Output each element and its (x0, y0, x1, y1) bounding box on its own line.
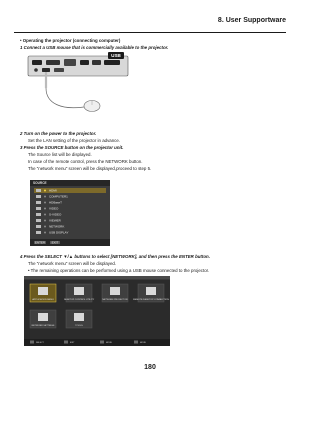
source-item-icon (36, 195, 41, 198)
source-footer-exit: EXIT (51, 240, 59, 245)
source-item-icon (36, 225, 41, 228)
network-footer-label: MOVE (106, 342, 112, 344)
chapter-header (14, 14, 286, 33)
port-1 (32, 60, 42, 65)
step-2-note: Set the LAN setting of the projector in advance. (28, 138, 121, 143)
source-item-icon (36, 207, 41, 210)
network-footer-key-icon (64, 341, 68, 344)
step-4-bullet: • The remaining operations can be performed using a USB mouse connected to the projector. (28, 268, 210, 273)
network-menu-tile-label: TOOLS (75, 325, 83, 327)
port-2 (46, 60, 60, 65)
network-menu-footer (24, 339, 170, 346)
network-menu-tile-icon (38, 287, 48, 295)
network-footer-label: SELECT (36, 342, 44, 344)
mouse-cable (46, 88, 84, 108)
network-footer-label: MOVE (140, 342, 146, 344)
source-item-icon (36, 189, 41, 192)
network-footer-key-icon (30, 341, 34, 344)
source-item-label[interactable]: VIEWER (49, 218, 61, 223)
step-2: 2 Turn on the power to the projector. (20, 131, 97, 136)
usb-mouse-illustration (22, 52, 132, 122)
network-menu-tile-label: NETWORK SETTINGS (31, 325, 55, 327)
source-item-label[interactable]: NETWORK (49, 224, 65, 229)
source-list-title: SOURCE (33, 181, 47, 186)
network-menu-screenshot (24, 276, 170, 346)
source-footer-enter: ENTER (34, 240, 46, 245)
source-item-indicator (44, 208, 46, 210)
port-6 (104, 60, 120, 65)
step-3-line-1: The Source list will be displayed. (28, 152, 92, 157)
source-item-label[interactable]: HDMI (49, 188, 57, 193)
network-menu-tile-icon (74, 313, 84, 321)
step-1: 1 Connect a USB mouse that is commercially available to the projector. (20, 45, 169, 50)
network-footer-key-icon (134, 341, 138, 344)
network-menu-tile-label: REMOTE DESKTOP CONNECTION (133, 299, 169, 301)
source-item-label[interactable]: HDBaseT (49, 200, 63, 205)
source-item-icon (36, 219, 41, 222)
chapter-title: 8. User Supportware (217, 17, 286, 24)
source-item-label[interactable]: USB DISPLAY (49, 230, 69, 235)
step-4: 4 Press the SELECT ▼/▲ buttons to select [NETWORK], and then press the ENTER button. (20, 254, 210, 259)
port-lan (54, 68, 64, 72)
port-usb (42, 68, 50, 72)
step-3-line-2: In case of the remote control, press the NETWORK button. (28, 159, 143, 164)
network-footer-key-icon (100, 341, 104, 344)
network-menu-tile-label: APPLICATION MENU (32, 299, 54, 301)
port-5 (92, 60, 101, 65)
source-item-indicator (44, 190, 46, 192)
source-item-label[interactable]: COMPUTER1 (49, 194, 68, 199)
source-item-indicator (44, 214, 46, 216)
source-item-label[interactable]: S-VIDEO (49, 212, 62, 217)
section-bullet: • Operating the projector (connecting computer) (20, 38, 121, 43)
step-3: 3 Press the SOURCE button on the projector unit. (20, 145, 124, 150)
network-menu-top-bar (24, 276, 170, 280)
port-audio (34, 68, 38, 72)
source-item-icon (36, 201, 41, 204)
source-item-label[interactable]: VIDEO (49, 206, 59, 211)
page-number: 180 (144, 364, 156, 371)
network-menu-tile-icon (38, 313, 48, 321)
network-footer-label: EXIT (70, 342, 75, 344)
source-item-icon (36, 231, 41, 234)
network-menu-tile-label: NETWORK PROJECTOR (102, 299, 128, 301)
source-list-screenshot (30, 180, 110, 246)
port-4 (80, 60, 89, 65)
step-4-line-1: The “network menu” screen will be displayed. (28, 261, 117, 266)
network-menu-tile-icon (110, 287, 120, 295)
step-3-line-3: The “network menu” screen will be displayed,proceed to step 5. (28, 166, 152, 171)
source-item-indicator (44, 202, 46, 204)
network-menu-tile-icon (146, 287, 156, 295)
usb-callout-label: USB (111, 53, 121, 59)
network-menu-tile-icon (74, 287, 84, 295)
source-item-indicator (44, 220, 46, 222)
source-item-icon (36, 213, 41, 216)
port-3 (64, 59, 76, 66)
source-item-indicator (44, 196, 46, 198)
source-item-indicator (44, 232, 46, 234)
network-menu-tile-label: DESKTOP CONTROL UTILITY (63, 299, 95, 301)
source-item-indicator (44, 226, 46, 228)
